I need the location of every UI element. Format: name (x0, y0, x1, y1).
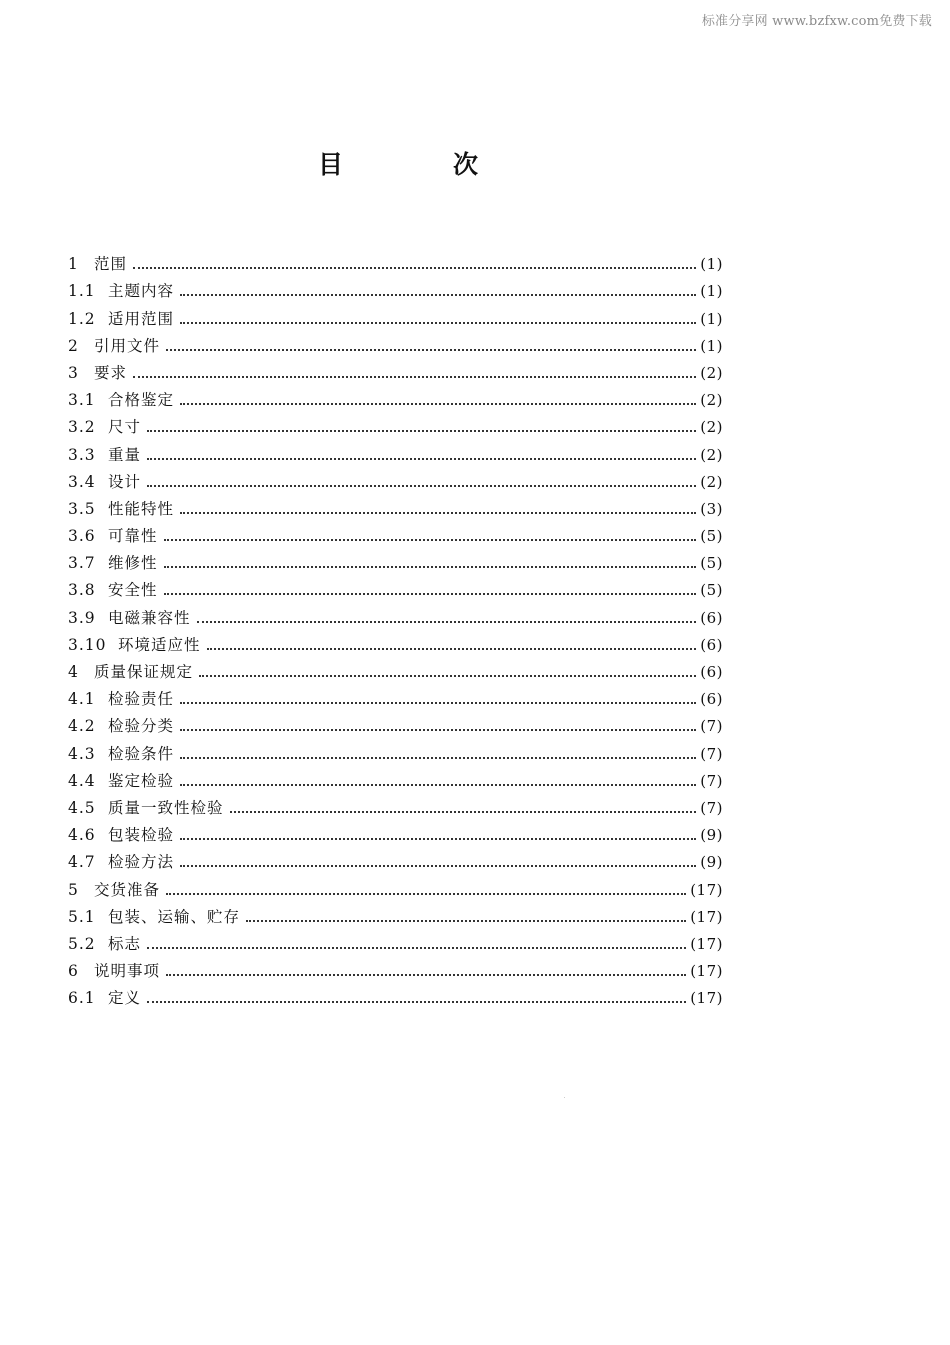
toc-entry (68, 736, 723, 763)
toc-entry-label: 包装检验 (108, 826, 175, 845)
title-char-2: 次 (452, 150, 478, 179)
toc-dot-leader (147, 485, 696, 487)
toc-entry (68, 845, 723, 872)
toc-entry-page: (7) (700, 744, 723, 763)
toc-entry-number: 3.10 (68, 635, 107, 654)
toc-entry-number: 3.2 (68, 418, 96, 437)
toc-dot-leader (246, 920, 686, 922)
toc-entry-number: 3 (68, 363, 79, 382)
toc-entry-number: 3.5 (68, 499, 96, 518)
toc-entry (68, 247, 723, 274)
toc-entry-label: 标志 (108, 934, 142, 953)
toc-entry-label: 定义 (108, 989, 142, 1008)
toc-entry-number: 3.1 (68, 391, 96, 410)
toc-entry (68, 301, 723, 328)
toc-dot-leader (133, 376, 696, 378)
toc-dot-leader (147, 430, 696, 432)
toc-dot-leader (207, 648, 697, 650)
toc-entry (68, 329, 723, 356)
toc-dot-leader (180, 865, 696, 867)
toc-entry-number: 3.4 (68, 472, 96, 491)
toc-entry-label: 安全性 (108, 581, 158, 600)
toc-entry-number: 1 (68, 255, 79, 274)
toc-entry-label: 检验责任 (108, 690, 175, 709)
toc-dot-leader (164, 539, 697, 541)
toc-entry-page: (5) (700, 527, 723, 546)
toc-entry-number: 2 (68, 336, 79, 355)
toc-dot-leader (230, 811, 697, 813)
toc-dot-leader (197, 621, 697, 623)
toc-entry-label: 主题内容 (108, 282, 175, 301)
toc-dot-leader (147, 1001, 686, 1003)
page-title (318, 145, 478, 181)
toc-entry-number: 4.6 (68, 826, 96, 845)
table-of-contents (68, 247, 723, 1008)
toc-entry-page: (6) (700, 635, 723, 654)
toc-entry-label: 环境适应性 (118, 635, 201, 654)
toc-entry (68, 519, 723, 546)
toc-entry-page: (6) (700, 608, 723, 627)
toc-entry-page: (2) (700, 472, 723, 491)
toc-entry-page: (1) (700, 255, 723, 274)
toc-entry (68, 356, 723, 383)
toc-entry (68, 628, 723, 655)
toc-dot-leader (180, 294, 696, 296)
toc-entry-page: (3) (700, 499, 723, 518)
toc-entry-page: (7) (700, 717, 723, 736)
toc-entry (68, 492, 723, 519)
toc-entry-number: 4.5 (68, 798, 96, 817)
toc-entry-page: (1) (700, 309, 723, 328)
toc-entry (68, 709, 723, 736)
toc-entry-number: 6 (68, 962, 79, 981)
toc-dot-leader (180, 322, 696, 324)
toc-entry-number: 3.9 (68, 608, 96, 627)
toc-entry-label: 鉴定检验 (108, 771, 175, 790)
toc-entry (68, 900, 723, 927)
toc-entry-page: (17) (690, 934, 723, 953)
watermark-text: 标准分享网 www.bzfxw.com免费下载 (701, 14, 932, 29)
toc-entry-number: 5.2 (68, 934, 96, 953)
toc-entry-page: (5) (700, 581, 723, 600)
toc-dot-leader (180, 403, 696, 405)
toc-entry (68, 573, 723, 600)
toc-entry (68, 682, 723, 709)
toc-entry-page: (17) (690, 907, 723, 926)
toc-entry-label: 检验方法 (108, 853, 175, 872)
toc-entry-label: 要求 (94, 363, 128, 382)
toc-entry-number: 1.2 (68, 309, 96, 328)
toc-entry-page: (9) (700, 853, 723, 872)
toc-entry-number: 3.8 (68, 581, 96, 600)
toc-entry-label: 说明事项 (94, 962, 161, 981)
toc-entry-number: 1.1 (68, 282, 96, 301)
toc-entry (68, 818, 723, 845)
toc-entry-number: 3.6 (68, 527, 96, 546)
toc-entry-label: 范围 (94, 255, 128, 274)
toc-entry-label: 引用文件 (94, 336, 161, 355)
toc-entry-page: (17) (690, 880, 723, 899)
toc-dot-leader (180, 512, 696, 514)
toc-entry (68, 546, 723, 573)
toc-entry-page: (9) (700, 826, 723, 845)
toc-entry-label: 质量一致性检验 (108, 798, 224, 817)
toc-entry-number: 3.7 (68, 554, 96, 573)
toc-dot-leader (180, 702, 696, 704)
scan-speck (564, 1097, 565, 1098)
toc-entry-label: 检验条件 (108, 744, 175, 763)
toc-entry-page: (1) (700, 336, 723, 355)
toc-entry-label: 电磁兼容性 (108, 608, 191, 627)
toc-dot-leader (199, 675, 696, 677)
toc-entry-page: (6) (700, 690, 723, 709)
toc-dot-leader (166, 893, 686, 895)
toc-entry-label: 质量保证规定 (94, 663, 194, 681)
toc-entry (68, 437, 723, 464)
title-char-1: 目 (318, 150, 344, 179)
toc-entry (68, 600, 723, 627)
toc-entry-number: 5 (68, 880, 79, 899)
toc-entry-label: 可靠性 (108, 527, 158, 546)
toc-dot-leader (180, 784, 696, 786)
toc-entry-label: 维修性 (108, 554, 158, 573)
toc-entry-label: 检验分类 (108, 717, 175, 736)
toc-dot-leader (164, 566, 697, 568)
toc-entry-page: (2) (700, 445, 723, 464)
toc-entry-page: (7) (700, 798, 723, 817)
toc-entry-number: 4.4 (68, 771, 96, 790)
toc-dot-leader (147, 458, 696, 460)
toc-entry-number: 4.3 (68, 744, 96, 763)
toc-entry-number: 5.1 (68, 907, 96, 926)
toc-entry-number: 3.3 (68, 445, 96, 464)
toc-entry-label: 尺寸 (108, 418, 142, 437)
toc-entry (68, 655, 723, 682)
toc-entry-label: 合格鉴定 (108, 391, 175, 410)
toc-entry-page: (2) (700, 391, 723, 410)
toc-entry (68, 465, 723, 492)
toc-entry-page: (7) (700, 771, 723, 790)
toc-dot-leader (147, 947, 686, 949)
toc-dot-leader (180, 729, 696, 731)
toc-entry (68, 954, 723, 981)
toc-entry-label: 适用范围 (108, 309, 175, 328)
toc-dot-leader (166, 349, 696, 351)
toc-entry-number: 4 (68, 663, 79, 681)
toc-entry (68, 791, 723, 818)
toc-entry-page: (17) (690, 962, 723, 981)
toc-entry-page: (17) (690, 989, 723, 1008)
toc-entry (68, 872, 723, 899)
toc-entry-page: (6) (700, 663, 723, 681)
toc-entry-page: (2) (700, 418, 723, 437)
toc-entry-number: 4.2 (68, 717, 96, 736)
toc-dot-leader (180, 838, 696, 840)
toc-entry-label: 重量 (108, 445, 142, 464)
toc-dot-leader (164, 593, 697, 595)
toc-entry-label: 交货准备 (94, 880, 161, 899)
toc-dot-leader (166, 974, 686, 976)
toc-entry-label: 性能特性 (108, 499, 175, 518)
toc-entry-page: (5) (700, 554, 723, 573)
toc-entry (68, 764, 723, 791)
toc-dot-leader (133, 267, 696, 269)
toc-entry-number: 6.1 (68, 989, 96, 1008)
toc-entry (68, 927, 723, 954)
toc-entry-label: 设计 (108, 472, 142, 491)
toc-entry-number: 4.7 (68, 853, 96, 872)
toc-entry-page: (1) (700, 282, 723, 301)
toc-entry-page: (2) (700, 363, 723, 382)
toc-entry (68, 410, 723, 437)
toc-entry (68, 981, 723, 1008)
toc-entry-label: 包装、运输、贮存 (108, 907, 241, 926)
toc-entry-number: 4.1 (68, 690, 96, 709)
toc-dot-leader (180, 757, 696, 759)
toc-entry (68, 383, 723, 410)
toc-entry (68, 274, 723, 301)
